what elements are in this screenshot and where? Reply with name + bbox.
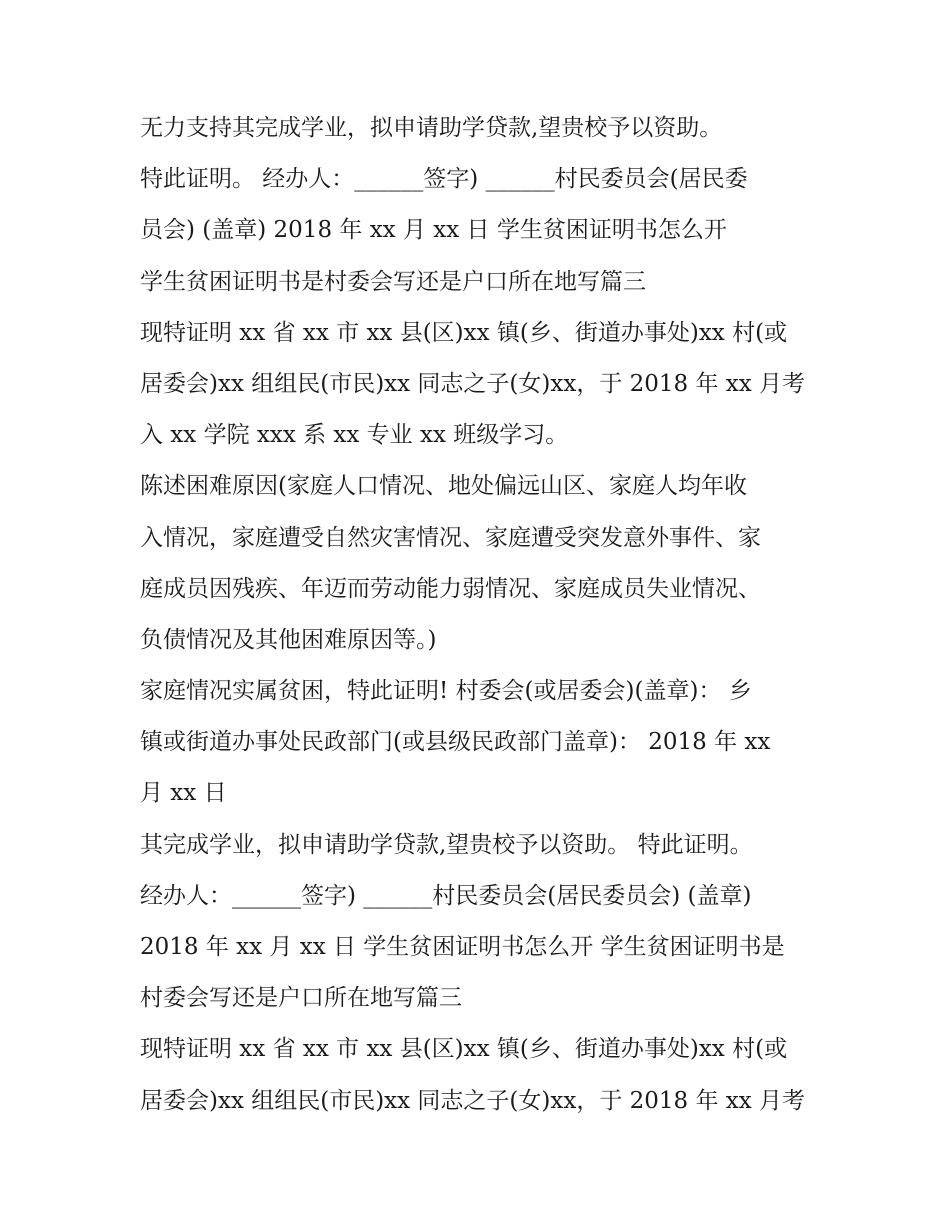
document-body xyxy=(140,103,820,1127)
text-line: 居委会)xx 组组民(市民)xx 同志之子(女)xx，于 2018 年 xx 月考 xyxy=(140,370,806,397)
text-line: 现特证明 xx 省 xx 市 xx 县(区)xx 镇(乡、街道办事处)xx 村(或 xyxy=(140,1036,788,1063)
text-line: 无力支持其完成学业，拟申请助学贷款,望贵校予以资助。 xyxy=(140,115,723,141)
text-line: 镇或街道办事处民政部门(或县级民政部门盖章)： 2018 年 xx xyxy=(140,729,771,756)
text-line: 家庭情况实属贫困，特此证明! 村委会(或居委会)(盖章)： 乡 xyxy=(140,678,752,705)
text-line: 村委会写还是户口所在地写篇三 xyxy=(140,985,462,1012)
text-line: 入 xx 学院 xxx 系 xx 专业 xx 班级学习。 xyxy=(140,422,569,449)
text-line: 经办人：______签字) ______村民委员会(居民委员会) (盖章) xyxy=(140,882,752,909)
text-line: 居委会)xx 组组民(市民)xx 同志之子(女)xx，于 2018 年 xx 月考 xyxy=(140,1087,806,1114)
text-line: 陈述困难原因(家庭人口情况、地处偏远山区、家庭人均年收 xyxy=(140,473,747,500)
text-line: 负债情况及其他困难原因等。) xyxy=(140,626,437,653)
text-line: 月 xx 日 xyxy=(140,780,227,807)
text-line: 学生贫困证明书是村委会写还是户口所在地写篇三 xyxy=(140,268,646,295)
text-line: 其完成学业，拟申请助学贷款,望贵校予以资助。 特此证明。 xyxy=(140,831,753,858)
text-line: 入情况，家庭遭受自然灾害情况、家庭遭受突发意外事件、家 xyxy=(140,524,761,551)
text-line: 2018 年 xx 月 xx 日 学生贫困证明书怎么开 学生贫困证明书是 xyxy=(140,934,785,960)
text-line: 员会) (盖章) 2018 年 xx 月 xx 日 学生贫困证明书怎么开 xyxy=(140,217,727,244)
text-line: 现特证明 xx 省 xx 市 xx 县(区)xx 镇(乡、街道办事处)xx 村(或 xyxy=(140,319,788,346)
text-line: 庭成员因残疾、年迈而劳动能力弱情况、家庭成员失业情况、 xyxy=(140,575,761,602)
text-line: 特此证明。 经办人：______签字) ______村民委员会(居民委 xyxy=(140,166,748,193)
